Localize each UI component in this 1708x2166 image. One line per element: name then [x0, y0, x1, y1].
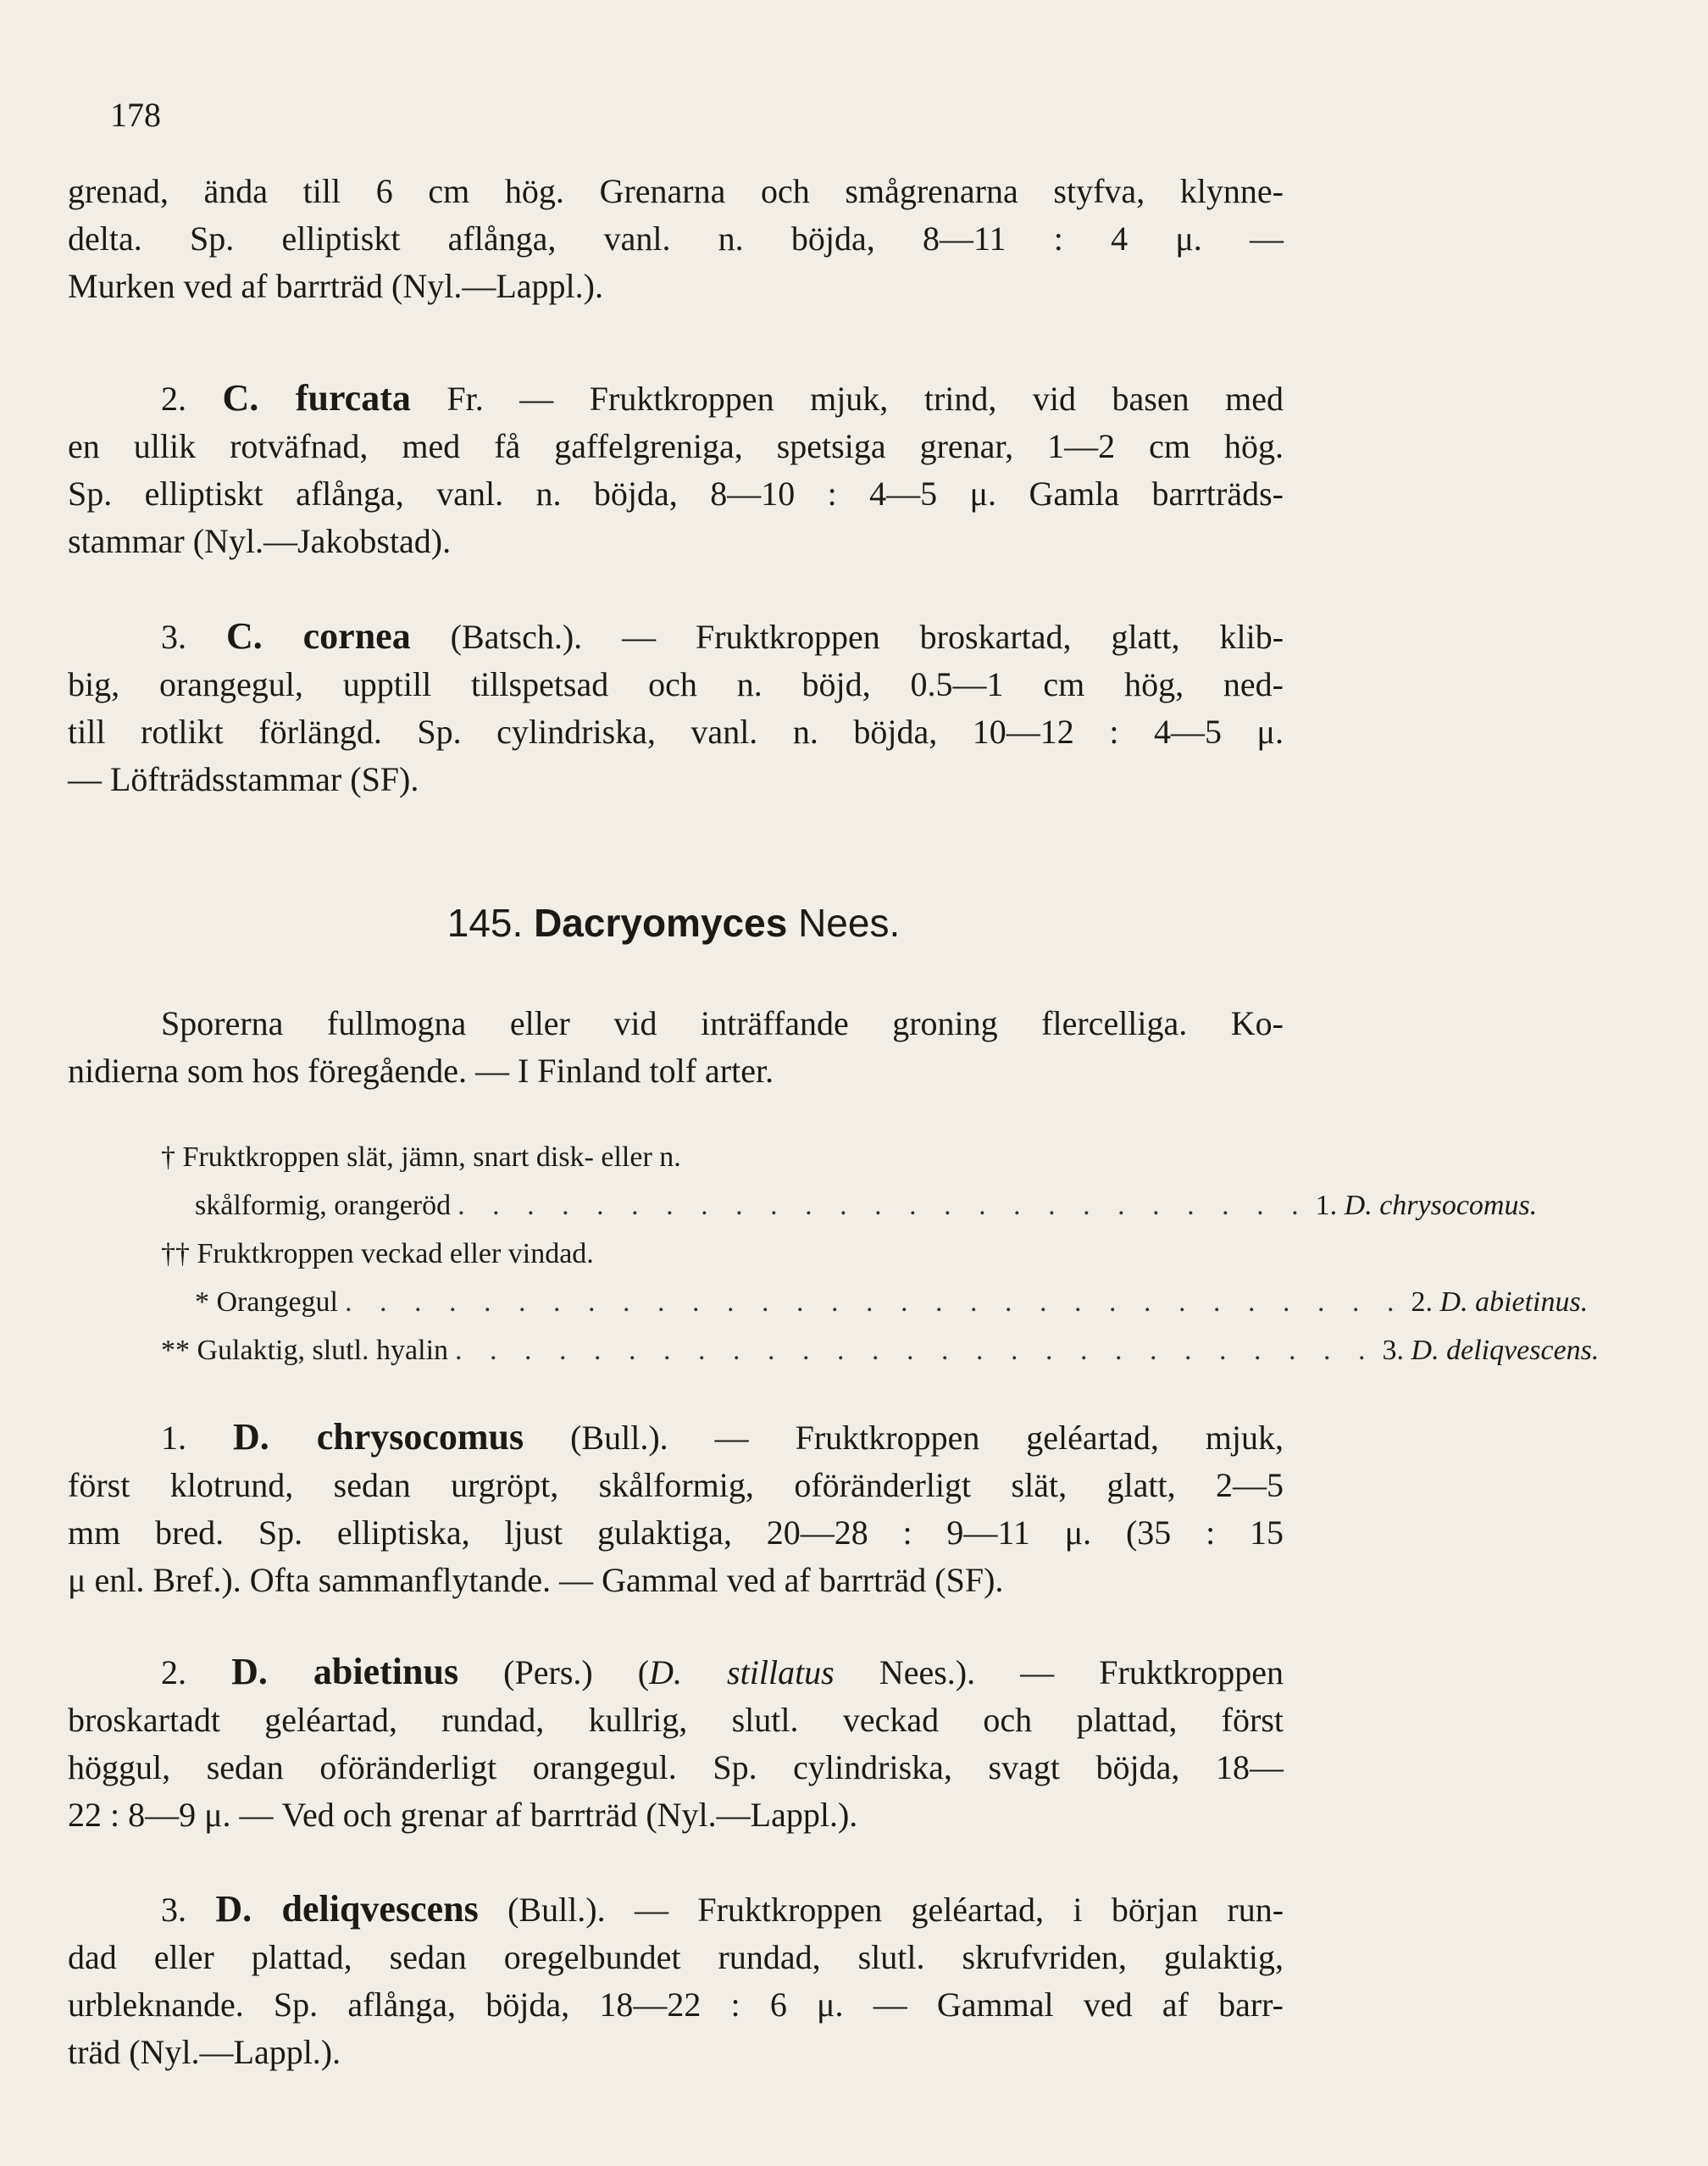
key-result: [1411, 1278, 1708, 1326]
key-result-name: D. deliqvescens.: [1411, 1335, 1600, 1366]
text-line: Sp. elliptiskt aflånga, vanl. n. böjda, 8—10 : 4—5 μ. Gamla barrträds-: [68, 475, 1284, 513]
key-row: [161, 1230, 1228, 1278]
genus-heading: [0, 900, 1347, 946]
species-name: D. abietinus: [231, 1651, 459, 1692]
identification-key: [161, 1133, 1600, 1375]
key-text: * Orangegul: [195, 1286, 339, 1318]
entry-authority: (Bull.). — Fruktkroppen geléartad, mjuk,: [570, 1419, 1284, 1457]
text-line: big, orangegul, upptill tillspetsad och n. böjd, 0.5—1 cm hög, ned-: [68, 665, 1284, 703]
text-line: Murken ved af barrträd (Nyl.—Lappl.).: [68, 267, 603, 305]
page-number: 178: [110, 96, 161, 134]
species-entry-c-furcata: [68, 375, 1284, 565]
key-result-name: D. chrysocomus.: [1344, 1190, 1538, 1221]
entry-number: 2.: [161, 380, 186, 418]
genus-number: 145.: [446, 901, 524, 945]
entry-first-line: [68, 375, 1284, 423]
text-line: först klotrund, sedan urgröpt, skålformig, oföränderligt slät, glatt, 2—5: [68, 1466, 1284, 1504]
species-entry-d-abietinus: [68, 1648, 1284, 1839]
key-result: [1316, 1181, 1612, 1230]
entry-number: 2.: [161, 1653, 186, 1691]
intro-paragraph: [68, 168, 1284, 310]
entry-authority: (Batsch.). — Fruktkroppen broskartad, glatt, klib-: [450, 618, 1284, 656]
key-result-number: 1.: [1315, 1190, 1338, 1221]
entry-first-line: [68, 1886, 1284, 1934]
key-row: [161, 1181, 1538, 1230]
entry-authority: (Bull.). — Fruktkroppen geléartad, i början run-: [507, 1891, 1284, 1929]
species-entry-d-deliqvescens: [68, 1886, 1284, 2076]
species-name: D. deliqvescens: [215, 1888, 479, 1930]
key-row: [161, 1326, 1600, 1375]
text-line: μ enl. Bref.). Ofta sammanflytande. — Gammal ved af barrträd (SF).: [68, 1561, 1004, 1599]
text-line: till rotlikt förlängd. Sp. cylindriska, vanl. n. böjda, 10—12 : 4—5 μ.: [68, 713, 1284, 751]
leader-dots: . . . . . . . . . . . . . . . . . . . . . . . . .: [458, 1190, 1309, 1221]
text-line: mm bred. Sp. elliptiska, ljust gulaktiga, 20—28 : 9—11 μ. (35 : 15: [68, 1513, 1284, 1552]
text-line: nidierna som hos föregående. — I Finland tolf arter.: [68, 1052, 774, 1090]
entry-authority-pre: (Pers.) (: [503, 1653, 650, 1691]
text-line: grenad, ända till 6 cm hög. Grenarna och smågrenarna styfva, klynne-: [68, 172, 1284, 210]
text-line: Sporerna fullmogna eller vid inträffande groning flercelliga. Ko-: [161, 1004, 1284, 1042]
key-text: ** Gulaktig, slutl. hyalin: [161, 1335, 449, 1366]
entry-authority-post: Nees.). — Fruktkroppen: [879, 1653, 1284, 1691]
entry-number: 3.: [161, 618, 186, 656]
text-line: — Löfträdsstammar (SF).: [68, 760, 419, 798]
text-line: 22 : 8—9 μ. — Ved och grenar af barrträd (Nyl.—Lappl.).: [68, 1796, 858, 1834]
key-row: [161, 1278, 1589, 1326]
text-line: broskartadt geléartad, rundad, kullrig, slutl. veckad och plattad, först: [68, 1701, 1284, 1739]
key-text: skålformig, orangeröd: [195, 1190, 452, 1221]
leader-dots: . . . . . . . . . . . . . . . . . . . . . . . . . . .: [455, 1335, 1376, 1366]
species-name: C. furcata: [222, 377, 411, 419]
entry-first-line: [68, 613, 1284, 661]
entry-authority: Fr. — Fruktkroppen mjuk, trind, vid basen med: [446, 380, 1284, 418]
synonym-name: D. stillatus: [649, 1653, 835, 1691]
leader-dots: . . . . . . . . . . . . . . . . . . . . . . . . . . . . . . .: [345, 1286, 1405, 1318]
text-line: höggul, sedan oföränderligt orangegul. Sp. cylindriska, svagt böjda, 18—: [68, 1748, 1284, 1786]
entry-first-line: [68, 1413, 1284, 1462]
text-line: en ullik rotväfnad, med få gaffelgreniga, spetsiga grenar, 1—2 cm hög.: [68, 427, 1284, 465]
species-entry-c-cornea: [68, 613, 1284, 803]
entry-number: 1.: [161, 1419, 186, 1457]
text-line: delta. Sp. elliptiskt aflånga, vanl. n. böjda, 8—11 : 4 μ. —: [68, 219, 1284, 258]
genus-name: Dacryomyces: [534, 901, 788, 945]
key-text: †† Fruktkroppen veckad eller vindad.: [161, 1238, 594, 1269]
species-name: C. cornea: [225, 615, 411, 657]
text-line: träd (Nyl.—Lappl.).: [68, 2033, 341, 2071]
species-entry-d-chrysocomus: [68, 1413, 1284, 1604]
genus-description: [68, 1000, 1284, 1095]
key-result: [1383, 1326, 1679, 1375]
key-text: † Fruktkroppen slät, jämn, snart disk- eller n.: [161, 1141, 681, 1173]
key-row: [161, 1133, 1228, 1181]
species-name: D. chrysocomus: [232, 1416, 524, 1458]
key-result-number: 3.: [1382, 1335, 1405, 1366]
genus-authority: Nees.: [798, 901, 901, 945]
key-result-name: D. abietinus.: [1439, 1286, 1589, 1318]
entry-number: 3.: [161, 1891, 186, 1929]
text-line: dad eller plattad, sedan oregelbundet rundad, slutl. skrufvriden, gulaktig,: [68, 1938, 1284, 1976]
key-result-number: 2.: [1411, 1286, 1434, 1318]
entry-first-line: [68, 1648, 1284, 1697]
text-line: stammar (Nyl.—Jakobstad).: [68, 522, 452, 560]
text-line: urbleknande. Sp. aflånga, böjda, 18—22 : 6 μ. — Gammal ved af barr-: [68, 1986, 1284, 2024]
